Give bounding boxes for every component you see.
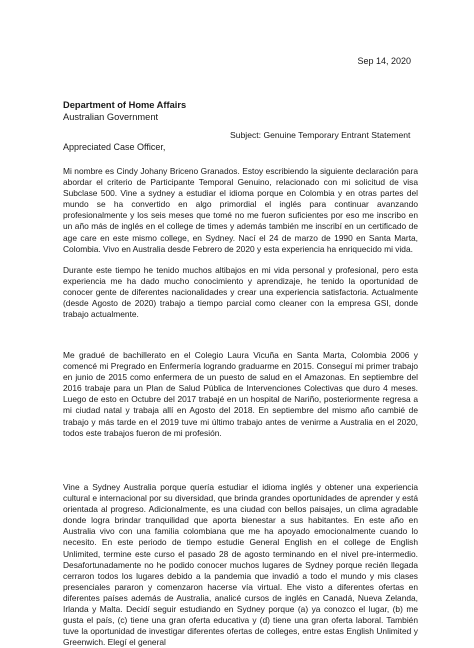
letter-date: Sep 14, 2020	[357, 56, 411, 66]
recipient-department: Department of Home Affairs	[63, 100, 187, 110]
paragraph-motivation: Vine a Sydney Australia porque quería estudiar el idioma inglés y obtener una experiencia cultural e internacional por su diversidad, que brinda grandes oportunidades de aprender y está orientada al progreso. Adicionalmente, es una ciudad con bellos paisajes, un clima agradable donde logra brindar tranquilidad que aporta bienestar a sus habitantes. En este año en Australia vivo con una familia colombiana que me ha apoyado emocionalmente cuando lo necesito. En este periodo de tiempo estudie General English en el college de English Unlimited, termine este curso el pasado 28 de agosto terminando en el nivel pre-intermedio. Desafortunadamente no he podido conocer muchos lugares de Sydney porque recién llegada cerraron todos los lugares debido a la pandemia que invadió a todo el mundo y mis clases presenciales pararon y comenzaron hacerse vía virtual. Ehe visto a diferentes ofertas en diferentes países además de Australia, analicé cursos de inglés en Canadá, Nueva Zelanda, Irlanda y Malta. Decidí seguir estudiando en Sydney porque (a) ya conozco el lugar, (b) me gusta el país, (c) tiene una gran oferta educativa y (d) tiene una gran oferta laboral. También tuve la oportunidad de investigar diferentes ofertas de colleges, entre estas English Unlimited y Greenwich. Elegí el general	[63, 482, 418, 648]
recipient-block	[63, 100, 186, 123]
recipient-government: Australian Government	[63, 111, 159, 122]
paragraph-experience: Durante este tiempo he tenido muchos altibajos en mi vida personal y profesional, pero esta experiencia me ha dado mucho conocimiento y aprendizaje, he tenido la oportunidad de conocer gente de diferentes nacionalidades y crear una experiencia satisfactoria. Actualmente (desde Agosto de 2020) trabajo a tiempo parcial como cleaner con la empresa GSI, donde trabajo actualmente.	[63, 265, 418, 320]
paragraph-intro: Mi nombre es Cindy Johany Briceno Granados. Estoy escribiendo la siguiente declaración para abordar el criterio de Participante Temporal Genuino, relacionado con mi solicitud de visa Subclase 500. Vine a sydney a estudiar el idioma porque en Colombia y en otras partes del mundo se ha convertido en algo primordial el inglés para continuar avanzando profesionalmente y los seis meses que tomé no me fueron suficientes por eso me inscribo en un año más de inglés en el college de times y además también me inscribí en un certificado de age care en este mismo college, en Sydney. Nací el 24 de marzo de 1990 en Santa Marta, Colombia. Vivo en Australia desde Febrero de 2020 y esta experiencia ha enriquecido mi vida.	[63, 166, 418, 254]
paragraph-education: Me gradué de bachillerato en el Colegio Laura Vicuña en Santa Marta, Colombia 2006 y comencé mi Pregrado en Enfermería logrando graduarme en 2015. Conseguí mi primer trabajo en junio de 2015 como enfermera de un puesto de salud en el Amazonas. En septiembre del 2016 trabaje para un Plan de Salud Pública de Intervenciones Colectivas que duro 4 meses. Luego de esto en Octubre del 2017 trabajé en un hospital de Nariño, posteriormente regresa a mi ciudad natal y trabaja allí en Agosto del 2018. En septiembre del mismo año cambié de trabajo y más tarde en el 2019 tuve mi último trabajo antes de venirme a Australia en el 2020, todos este trabajos fueron de mi profesión.	[63, 350, 418, 438]
salutation: Appreciated Case Officer,	[63, 142, 166, 152]
letter-subject: Subject: Genuine Temporary Entrant Statement	[230, 130, 411, 140]
